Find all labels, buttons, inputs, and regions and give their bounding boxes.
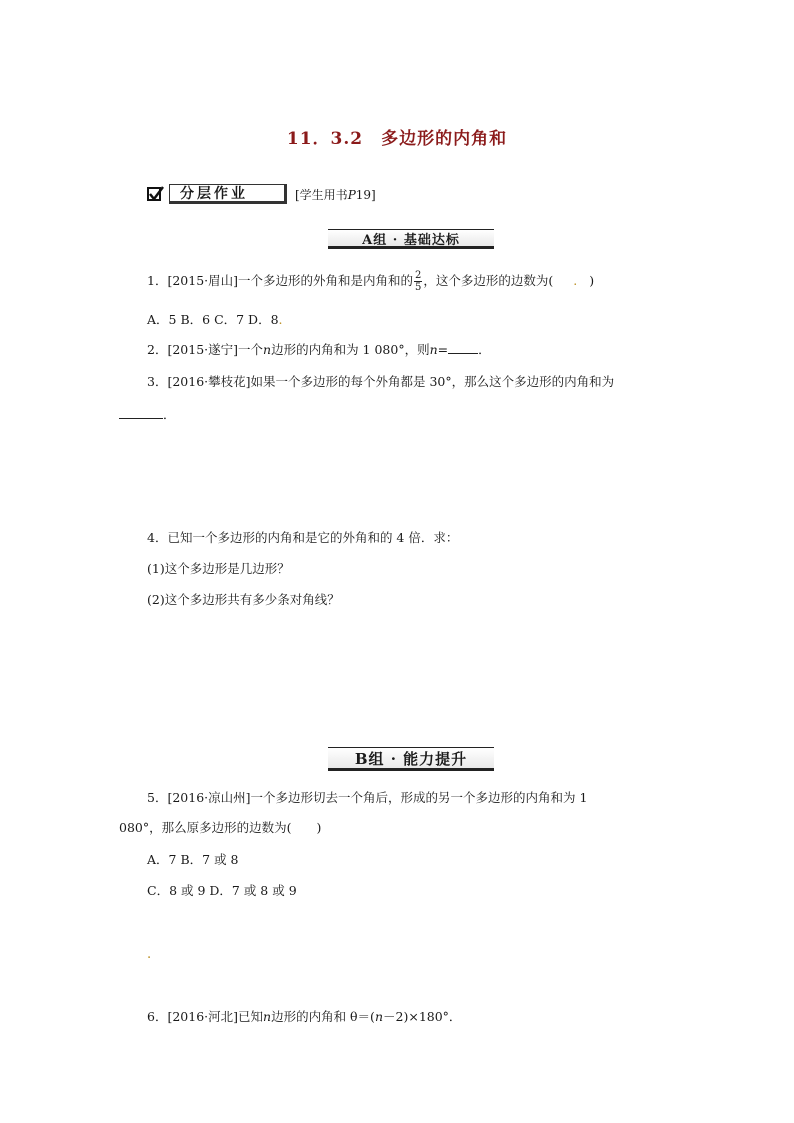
group-b-banner: B组 · 能力提升	[328, 747, 494, 771]
question-4-part-2: (2)这个多边形共有多少条对角线？	[147, 592, 340, 607]
question-4: 4．已知一个多边形的内角和是它的外角和的 4 倍．求：	[147, 530, 459, 545]
page-title: 11．3.2 多边形的内角和	[286, 129, 508, 149]
checkbox-icon	[147, 187, 161, 201]
homework-label: 分层作业	[169, 184, 287, 204]
answer-blank[interactable]	[448, 353, 478, 354]
question-5-cont: 080°，那么原多边形的边数为( )	[119, 820, 322, 835]
question-5-options-2: C．8 或 9 D．7 或 8 或 9	[147, 883, 297, 898]
group-a-banner: A组 · 基础达标	[328, 229, 494, 249]
question-3: 3．[2016·攀枝花]如果一个多边形的每个外角都是 30°，那么这个多边形的内角和为	[147, 374, 615, 389]
question-2: 2．[2015·遂宁]一个n边形的内角和为 1 080°，则n= ．	[147, 342, 491, 357]
question-1: 1．[2015·眉山]一个多边形的外角和是内角和的 $\frac{2}{5}$ ，这个多边形的边数为( . )	[147, 270, 595, 293]
stray-mark: .	[147, 947, 152, 962]
question-6: 6．[2016·河北]已知n边形的内角和 θ＝(n－2)×180°．	[147, 1009, 462, 1024]
answer-blank[interactable]	[119, 418, 163, 419]
question-5-options-1: A．7 B．7 或 8	[147, 852, 239, 867]
homework-reference: [学生用书P19]	[295, 187, 376, 202]
question-1-options: A．5 B．6 C．7 D．8.	[147, 312, 283, 327]
fraction: $\frac{2}{5}$	[415, 270, 422, 293]
question-4-part-1: (1)这个多边形是几边形？	[147, 561, 290, 576]
question-5: 5．[2016·凉山州]一个多边形切去一个角后，形成的另一个多边形的内角和为 1	[147, 790, 588, 805]
homework-header	[147, 184, 376, 204]
question-3-answer: ．	[119, 405, 176, 423]
